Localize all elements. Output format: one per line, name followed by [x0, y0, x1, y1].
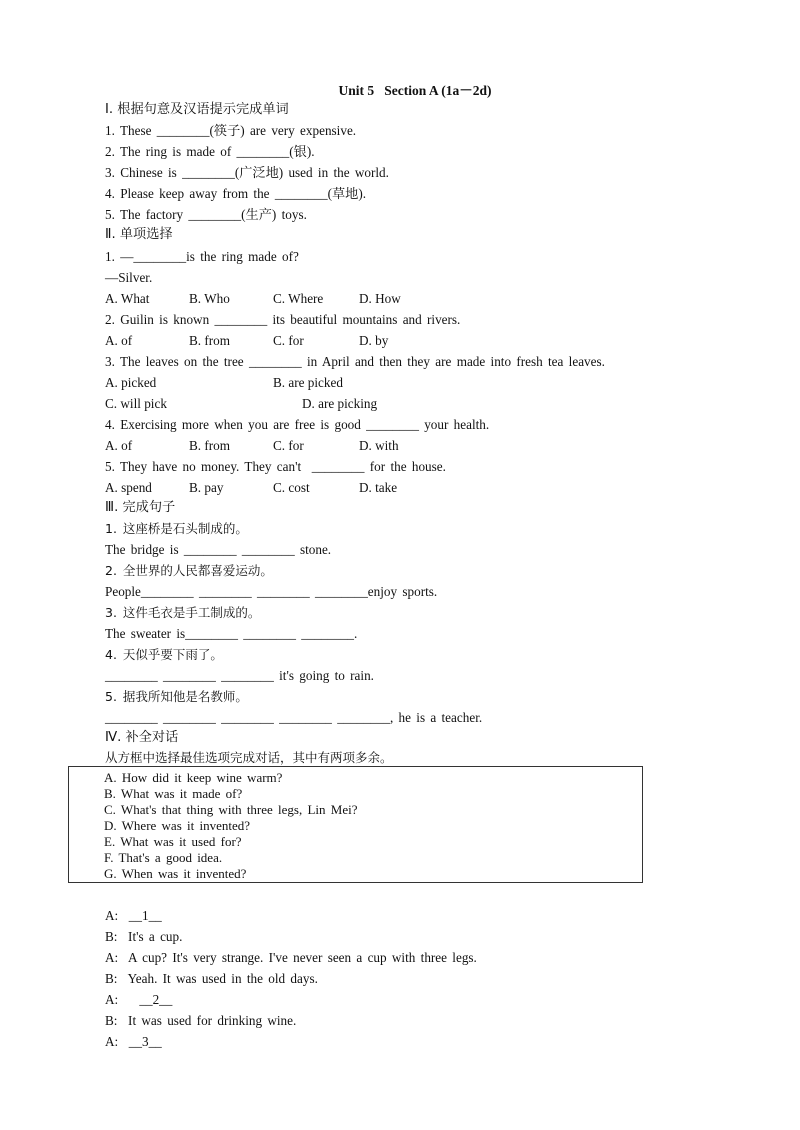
dialogue-line-7: A: __3__ — [105, 1034, 162, 1049]
sentence-2-english: People________ ________ ________ ________enjoy sports. — [105, 584, 438, 599]
option: B. are picked — [273, 375, 343, 390]
dialogue-line-4: B: Yeah. It was used in the old days. — [105, 971, 318, 986]
part1-item-1: 1. These ________(筷子) are very expensive. — [105, 123, 357, 138]
box-option-f: F. That's a good idea. — [104, 850, 223, 865]
option: D. take — [359, 480, 398, 495]
section-3-heading: Ⅲ. 完成句子 — [105, 500, 176, 515]
part1-item-4: 4. Please keep away from the ________(草地). — [105, 186, 367, 201]
box-option-a: A. How did it keep wine warm? — [104, 770, 283, 785]
box-option-c: C. What's that thing with three legs, Lin Mei? — [104, 802, 358, 817]
option: D. by — [359, 333, 389, 348]
question-1: 1. —________is the ring made of? — [105, 249, 299, 264]
options-box — [68, 766, 643, 883]
question-5: 5. They have no money. They can't ________ for the house. — [105, 459, 446, 474]
part1-item-3: 3. Chinese is ________(广泛地) used in the world. — [105, 165, 389, 180]
sentence-3-chinese: 3. 这件毛衣是手工制成的。 — [105, 605, 261, 620]
option: A. What — [105, 291, 150, 306]
sentence-4-chinese: 4. 天似乎要下雨了。 — [105, 647, 223, 662]
section-1-heading: Ⅰ. 根据句意及汉语提示完成单词 — [105, 102, 289, 117]
option: B. from — [189, 333, 231, 348]
sentence-1-english: The bridge is ________ ________ stone. — [105, 542, 332, 557]
sentence-4-english: ________ ________ ________ it's going to rain. — [105, 668, 374, 683]
dialogue-instruction: 从方框中选择最佳选项完成对话，其中有两项多余。 — [105, 750, 393, 765]
option: A. of — [105, 333, 133, 348]
question-1-answer: —Silver. — [105, 270, 153, 285]
option: C. for — [273, 438, 304, 453]
option: C. Where — [273, 291, 324, 306]
option: D. are picking — [302, 396, 378, 411]
part1-item-2: 2. The ring is made of ________(银). — [105, 144, 315, 159]
dialogue-line-2: B: It's a cup. — [105, 929, 183, 944]
box-option-d: D. Where was it invented? — [104, 818, 251, 833]
sentence-5-chinese: 5. 据我所知他是名教师。 — [105, 689, 248, 704]
option: C. cost — [273, 480, 310, 495]
option: A. spend — [105, 480, 152, 495]
sentence-5-english: ________ ________ ________ ________ ________, he is a teacher. — [105, 710, 483, 725]
dialogue-line-5: A: __2__ — [105, 992, 173, 1007]
option: D. with — [359, 438, 399, 453]
sentence-1-chinese: 1. 这座桥是石头制成的。 — [105, 521, 248, 536]
option: B. pay — [189, 480, 224, 495]
option: A. picked — [105, 375, 157, 390]
dialogue-line-6: B: It was used for drinking wine. — [105, 1013, 297, 1028]
option: C. for — [273, 333, 304, 348]
section-2-heading: Ⅱ. 单项选择 — [105, 227, 173, 242]
option: C. will pick — [105, 396, 167, 411]
sentence-2-chinese: 2. 全世界的人民都喜爱运动。 — [105, 563, 273, 578]
sentence-3-english: The sweater is________ ________ ________. — [105, 626, 358, 641]
question-2: 2. Guilin is known ________ its beautiful mountains and rivers. — [105, 312, 461, 327]
option: B. Who — [189, 291, 230, 306]
option: B. from — [189, 438, 231, 453]
section-4-heading: Ⅳ. 补全对话 — [105, 730, 179, 745]
option: D. How — [359, 291, 401, 306]
box-option-g: G. When was it invented? — [104, 866, 247, 881]
box-option-b: B. What was it made of? — [104, 786, 243, 801]
page-title: Unit 5 Section A (1a－2d) — [338, 83, 492, 98]
option: A. of — [105, 438, 133, 453]
dialogue-line-1: A: __1__ — [105, 908, 162, 923]
question-3: 3. The leaves on the tree ________ in April and then they are made into fresh tea leaves. — [105, 354, 605, 369]
dialogue-line-3: A: A cup? It's very strange. I've never seen a cup with three legs. — [105, 950, 477, 965]
box-option-e: E. What was it used for? — [104, 834, 242, 849]
question-4: 4. Exercising more when you are free is good ________ your health. — [105, 417, 490, 432]
part1-item-5: 5. The factory ________(生产) toys. — [105, 207, 307, 222]
